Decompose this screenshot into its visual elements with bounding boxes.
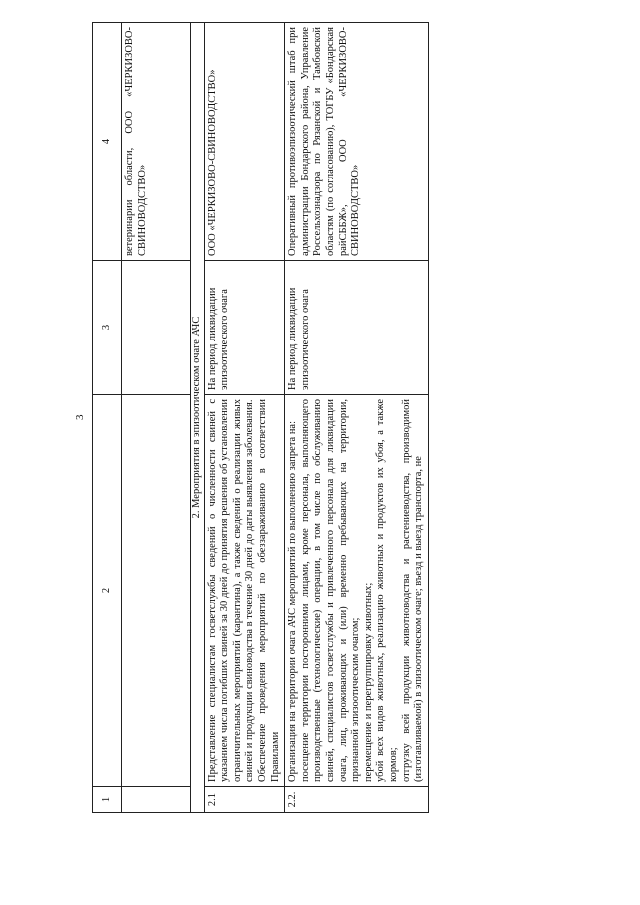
list-item: посещение территории посторонними лицами, кроме персонала, выполняющего производственные (технологические) операции, в том числе по обслуживанию свиней, специалистов госветслужбы и привлеченного персонала для ликвидации очага, лиц, проживающих и (или) временно пребывающих на территории, признанной эпизоотическим очагом; (299, 399, 362, 782)
row-number: 2.2. (285, 787, 429, 813)
measure-cell (285, 395, 429, 787)
table-row (285, 23, 429, 813)
measure-cell (204, 395, 285, 787)
responsible-cell: ветеринарии области, ООО «ЧЕРКИЗОВО-СВИНОВОДСТВО» (122, 23, 191, 261)
column-header-4: 4 (93, 23, 122, 261)
section-title: 2. Мероприятия в эпизоотическом очаге АЧС (191, 23, 205, 813)
list-item: перемещение и перегруппировку животных; (362, 582, 374, 782)
column-header-2: 2 (93, 395, 122, 787)
list-item: убой всех видов животных, реализацию животных и продуктов их убоя, а также кормов; (375, 399, 399, 782)
measures-table (92, 22, 429, 813)
list-item: отгрузку всей продукции животноводства и растениеводства, производимой (изготавливаемой) в эпизоотическом очаге; въезд и выезд транспорта, не (400, 399, 425, 782)
row-number: 2.1 (204, 787, 285, 813)
responsible-cell: ООО «ЧЕРКИЗОВО-СВИНОВОДСТВО» (204, 23, 285, 261)
measure-intro: Организация на территории очага АЧС мероприятий по выполнению запрета на: (287, 420, 299, 782)
table-header-row (93, 23, 122, 813)
column-header-1: 1 (93, 787, 122, 813)
column-header-3: 3 (93, 261, 122, 395)
measure-text: Обеспечение проведения мероприятий по обеззараживанию в соответствии Правилами (256, 399, 281, 782)
table-row-continuation (122, 23, 191, 813)
term-cell: На период ликвидации эпизоотического очага (204, 261, 285, 395)
measure-text: Представление специалистам госветслужбы сведений о численности свиней с указанием числа погибших свиней за 30 дней до принятия решения об установлении ограничительных мероприятий (карантина), а также сведений о реализации живых свиней и продукции свиноводства в течение 30 дней до даты выявления заболевания. (206, 399, 256, 782)
table-row (204, 23, 285, 813)
page-number: 3 (74, 414, 86, 420)
responsible-cell: Оперативный противоэпизоотический штаб при администрации Бондарского района, Управление Россельхознадзора по Рязанской и Тамбовской областям (по согласованию), ТОГБУ «Бондарская райСББЖ», ООО «ЧЕРКИЗОВО-СВИНОВОДСТВО» (285, 23, 429, 261)
rotated-table-container (92, 23, 570, 813)
term-cell: На период ликвидации эпизоотического очага (285, 261, 429, 395)
section-row (191, 23, 205, 813)
